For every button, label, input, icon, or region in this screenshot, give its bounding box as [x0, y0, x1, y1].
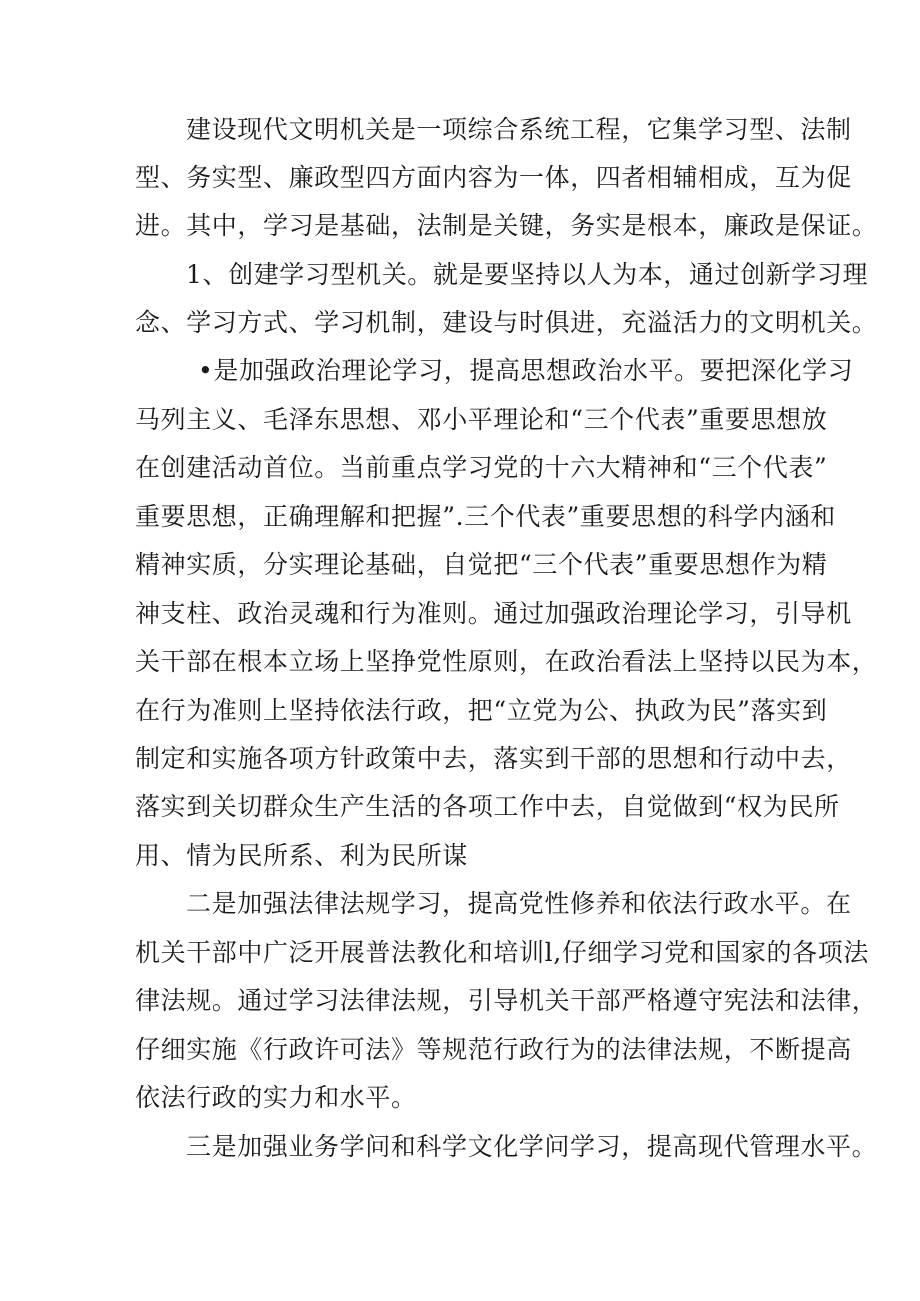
paragraph-4-line-1: 二是加强法律法规学习，提高党性修养和依法行政水平。在: [186, 889, 852, 918]
paragraph-4-line-4: 仔细实施《行政许可法》等规范行政行为的法律法规，不断提高: [135, 1035, 852, 1064]
paragraph-3-line-3: 在创建活动首位。当前重点学习党的十六大精神和“三个代表”: [135, 453, 828, 482]
paragraph-3-line-7: 关干部在根本立场上坚挣党性原则，在政治看法上坚持以民为本，: [135, 647, 878, 676]
paragraph-3-line-11: 用、情为民所系、利为民所谋: [135, 841, 468, 870]
paragraph-3-line-2: 马列主义、毛泽东思想、邓小平理论和“三个代表”重要思想放: [135, 405, 828, 434]
paragraph-4-line-3: 律法规。通过学习法律法规，引导机关干部严格遵守宪法和法律，: [135, 986, 878, 1015]
paragraph-3-line-10: 落实到关切群众生产生活的各项工作中去，自觉做到“权为民所: [135, 792, 840, 821]
paragraph-4-line-5: 依法行政的实力和水平。: [135, 1083, 417, 1112]
paragraph-3-line-1: •是加强政治理论学习，提高思想政治水平。要把深化学习: [198, 356, 854, 385]
paragraph-2-line-2: 念、学习方式、学习机制，建设与时俱进，充溢活力的文明机关。: [135, 308, 878, 337]
paragraph-3-line-5: 精神实质，分实理论基础，自觉把“三个代表”重要思想作为精: [135, 550, 828, 579]
paragraph-3-line-6: 神支柱、政治灵魂和行为准则。通过加强政治理论学习，引导机: [135, 599, 852, 628]
paragraph-2-line-1: 1、创建学习型机关。就是要坚持以人为本，通过创新学习理: [186, 260, 869, 289]
paragraph-3-line-8: 在行为准则上坚持依法行政，把“立党为公、执政为民”落实到: [135, 696, 828, 725]
paragraph-3-line-4: 重要思想，正确理解和把握”.三个代表”重要思想的科学内涵和: [135, 502, 836, 531]
paragraph-1-line-2: 型、务实型、廉政型四方面内容为一体，四者相辅相成，互为促: [135, 163, 852, 192]
paragraph-5-line-1: 三是加强业务学问和科学文化学问学习，提高现代管理水平。: [186, 1132, 878, 1161]
paragraph-3-line-9: 制定和实施各项方针政策中去，落实到干部的思想和行动中去，: [135, 744, 852, 773]
paragraph-4-line-2: 机关干部中广泛开展普法教化和培训l,仔细学习党和国家的各项法: [135, 938, 869, 967]
paragraph-1-line-3: 进。其中，学习是基础，法制是关键，务实是根本，廉政是保证。: [135, 211, 878, 240]
paragraph-1-line-1: 建设现代文明机关是一项综合系统工程，它集学习型、法制: [186, 115, 852, 144]
